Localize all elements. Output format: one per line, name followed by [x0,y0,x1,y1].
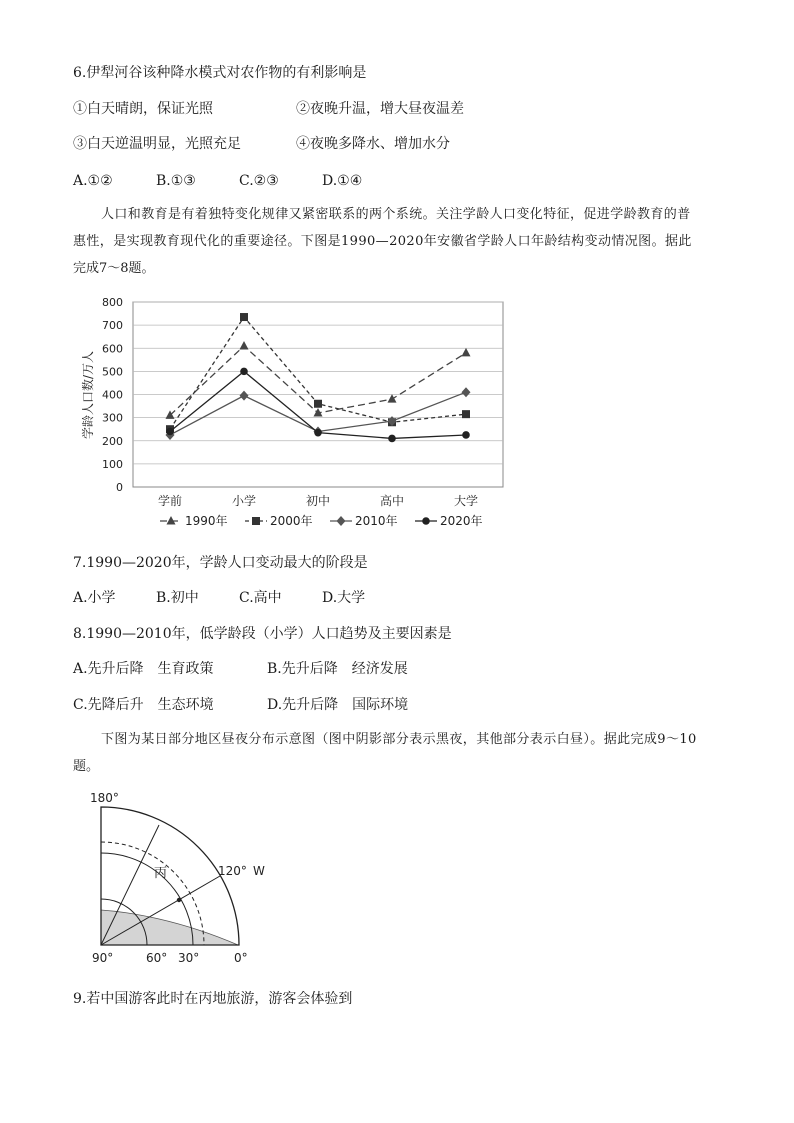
y-tick-label: 200 [102,434,123,448]
q7-choice-d: D.大学 [322,590,366,606]
data-point-circle [388,435,396,443]
y-tick-label: 400 [102,388,123,402]
q8-choice-d: D.先升后降 国际环境 [267,697,409,713]
legend-item [330,513,398,528]
chart-legend [160,513,483,528]
y-tick-label: 100 [102,457,123,471]
data-point-circle [166,428,174,436]
data-point-circle [240,368,248,376]
legend-item [245,513,313,528]
data-point-square [314,400,322,408]
x-tick-label: 大学 [453,494,479,508]
chart-x-ticks [158,493,478,508]
night-shade [101,910,238,945]
y-tick-label: 700 [102,319,123,333]
x-tick-label: 初中 [305,494,331,508]
intro78-line1: 人口和教育是有着独特变化规律又紧密联系的两个系统。关注学龄人口变化特征，促进学龄教育的普 [101,207,691,222]
x-tick-label: 学前 [157,494,183,508]
legend-item [415,513,483,528]
data-point-square [252,517,260,525]
intro78-line3: 完成7～8题。 [73,261,155,276]
day-night-diagram [70,790,300,975]
population-chart [78,290,518,535]
y-tick-label: 800 [102,296,123,309]
data-point-diamond [337,516,346,526]
intro78-line2: 惠性，是实现教育现代化的重要途径。下图是1990—2020年安徽省学龄人口年龄结构变动情况图。据此 [73,234,692,249]
q6-stem: 6.伊犁河谷该种降水模式对农作物的有利影响是 [73,65,367,81]
y-tick-label: 0 [116,481,123,494]
q6-option-1: ①白天晴朗，保证光照 [73,101,213,117]
lat-60-label: 60° [146,951,168,965]
q6-choice-d: D.①④ [322,173,363,189]
y-tick-label: 500 [102,365,123,379]
data-point-circle [314,429,322,437]
x-tick-label: 高中 [379,494,405,508]
q7-choice-b: B.初中 [156,590,199,606]
q8-choice-a: A.先升后降 生育政策 [73,661,214,677]
legend-label: 2010年 [355,514,398,528]
x-tick-label: 小学 [231,494,257,508]
legend-label: 1990年 [185,514,228,528]
direction-w-label: W [253,864,265,878]
q7-stem: 7.1990—2020年，学龄人口变动最大的阶段是 [73,555,368,571]
legend-item [160,513,228,528]
lat-0-label: 0° [234,951,248,965]
q7-choice-a: A.小学 [73,590,116,606]
q6-option-3: ③白天逆温明显，光照充足 [73,136,241,152]
legend-label: 2020年 [440,514,483,528]
q6-choice-b: B.①③ [156,173,196,189]
lon-120-label: 120° [218,864,247,878]
chart-y-ticks [102,296,123,494]
data-point-triangle [167,516,176,525]
y-tick-label: 600 [102,342,123,356]
place-bing-dot [177,898,181,902]
q7-choice-c: C.高中 [239,590,282,606]
intro910-line2: 题。 [73,759,100,774]
lat-30-label: 30° [178,951,200,965]
q8-stem: 8.1990—2010年，低学龄段（小学）人口趋势及主要因素是 [73,626,452,642]
lat-90-label: 90° [92,951,114,965]
chart-grid [133,302,503,487]
data-point-square [240,313,248,321]
place-bing-label: 丙 [154,866,168,881]
q6-option-4: ④夜晚多降水、增加水分 [296,136,450,152]
q6-option-2: ②夜晚升温，增大昼夜温差 [296,101,464,117]
legend-label: 2000年 [270,514,313,528]
y-tick-label: 300 [102,411,123,425]
data-point-square [462,410,470,418]
q6-choice-a: A.①② [73,173,113,189]
q8-choice-b: B.先升后降 经济发展 [267,661,408,677]
data-point-circle [422,517,430,525]
lon-180-label: 180° [90,791,119,805]
q8-choice-c: C.先降后升 生态环境 [73,697,214,713]
q9-stem: 9.若中国游客此时在丙地旅游，游客会体验到 [73,991,353,1007]
q6-choice-c: C.②③ [239,173,279,189]
data-point-circle [462,431,470,439]
intro910-line1: 下图为某日部分地区昼夜分布示意图（图中阴影部分表示黑夜，其他部分表示白昼）。据此完成9～10 [101,732,697,747]
chart-y-label: 学龄人口数/万人 [81,350,95,440]
